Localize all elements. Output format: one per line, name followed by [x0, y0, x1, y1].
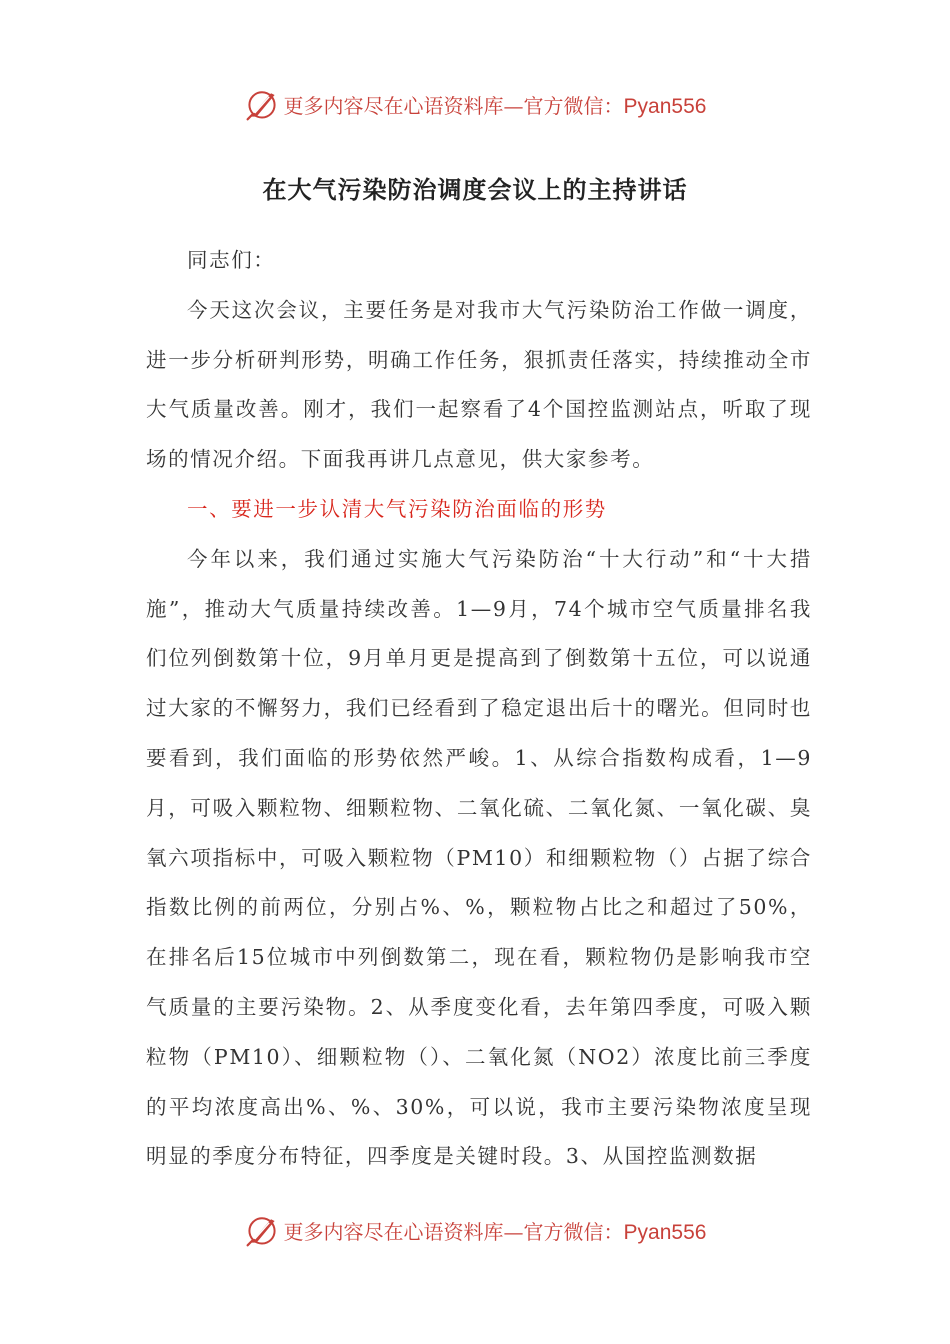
- quill-pen-logo-icon: [244, 1212, 280, 1248]
- salutation: 同志们：: [187, 248, 276, 272]
- document-title: 在大气污染防治调度会议上的主持讲话: [262, 175, 688, 204]
- watermark-banner-top: [0, 84, 950, 124]
- watermark-text: [284, 90, 707, 119]
- watermark-text-latin: Pyan556: [623, 1220, 707, 1244]
- watermark-banner-bottom: [0, 1210, 950, 1250]
- watermark-text-cn: 更多内容尽在心语资料库—官方微信：: [283, 93, 624, 118]
- section-heading-1: 一、要进一步认清大气污染防治面临的形势: [187, 496, 607, 521]
- document-body: [146, 236, 812, 1182]
- paragraph-intro: 今天这次会议，主要任务是对我市大气污染防治工作做一调度，进一步分析研判形势，明确工作任务，狠抓责任落实，持续推动全市大气质量改善。刚才，我们一起察看了4个国控监测站点，听取了现场的情况介绍。下面我再讲几点意见，供大家参考。: [146, 297, 812, 472]
- watermark-text: [284, 1216, 707, 1245]
- paragraph-section-1: 今年以来，我们通过实施大气污染防治“十大行动”和“十大措施”，推动大气质量持续改善。1—9月，74个城市空气质量排名我们位列倒数第十位，9月单月更是提高到了倒数第十五位，可以说通过大家的不懈努力，我们已经看到了稳定退出后十的曙光。但同时也要看到，我们面临的形势依然严峻。1、从综合指数构成看，1—9月，可吸入颗粒物、细颗粒物、二氧化硫、二氧化氮、一氧化碳、臭氧六项指标中，可吸入颗粒物（PM10）和细颗粒物（）占据了综合指数比例的前两位，分别占%、%，颗粒物占比之和超过了50%，在排名后15位城市中列倒数第二，现在看，颗粒物仍是影响我市空气质量的主要污染物。2、从季度变化看，去年第四季度，可吸入颗粒物（PM10）、细颗粒物（）、二氧化氮（NO2）浓度比前三季度的平均浓度高出%、%、30%，可以说，我市主要污染物浓度呈现明显的季度分布特征，四季度是关键时段。3、从国控监测数据: [146, 546, 812, 1169]
- watermark-text-cn: 更多内容尽在心语资料库—官方微信：: [283, 1219, 624, 1244]
- watermark-text-latin: Pyan556: [623, 94, 707, 118]
- quill-pen-logo-icon: [244, 86, 280, 122]
